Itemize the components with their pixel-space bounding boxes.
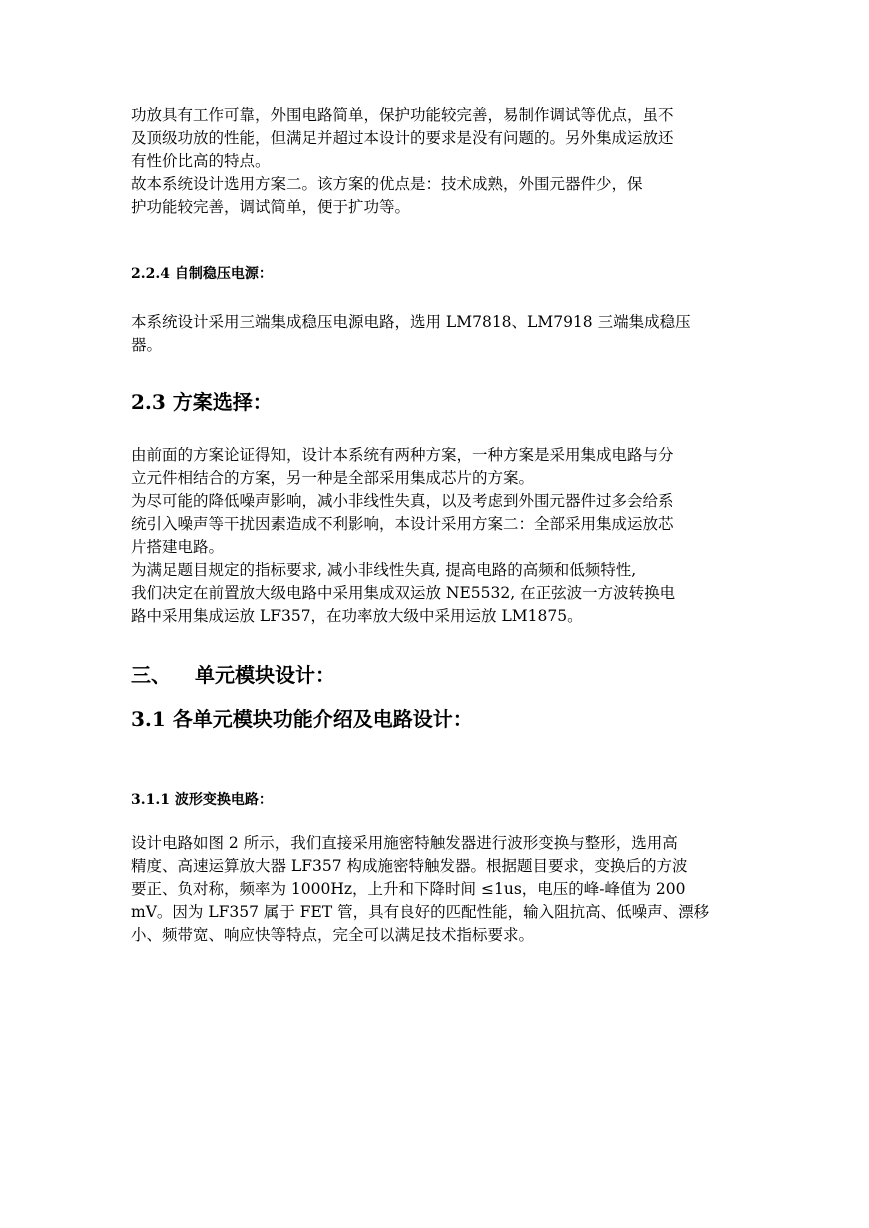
chapter-heading [131,661,742,689]
section-heading: 3.1.1 波形变换电路： [131,792,273,808]
section-2-3-body [131,444,742,628]
text-line: 器。 [131,336,163,354]
text-line: 路中采用集成运放 LF357，在功率放大级中采用运放 LM1875。 [131,607,583,625]
text-line: 设计电路如图 2 所示，我们直接采用施密特触发器进行波形变换与整形，选用高 [131,834,678,852]
section-3-1 [131,705,742,733]
chapter-title: 单元模块设计： [195,663,335,687]
section-heading: 2.2.4 自制稳压电源： [131,266,273,282]
text-line: 统引入噪声等干扰因素造成不利影响，本设计采用方案二：全部采用集成运放芯 [131,515,674,533]
section-heading: 2.3 方案选择： [131,390,273,414]
intro-paragraph [131,104,742,219]
text-line: 要正、负对称，频率为 1000Hz，上升和下降时间 ≤1us，电压的峰-峰值为 200 [131,880,686,898]
text-line: 及顶级功放的性能，但满足并超过本设计的要求是没有问题的。另外集成运放还 [131,129,674,147]
text-line: 故本系统设计选用方案二。该方案的优点是：技术成熟，外围元器件少，保 [131,175,643,193]
text-line: 功放具有工作可靠，外围电路简单，保护功能较完善，易制作调试等优点，虽不 [131,106,674,124]
section-3 [131,661,742,689]
text-line: 为尽可能的降低噪声影响，减小非线性失真，以及考虑到外围元器件过多会给系 [131,492,674,510]
text-line: 我们决定在前置放大级电路中采用集成双运放 NE5532, 在正弦波一方波转换电 [131,584,676,602]
section-2-2-4-body [131,311,742,357]
text-line: 立元件相结合的方案，另一种是全部采用集成芯片的方案。 [131,469,535,487]
section-3-1-1 [131,790,742,810]
section-3-1-1-body [131,832,742,947]
text-line: mV。因为 LF357 属于 FET 管，具有良好的匹配性能，输入阻抗高、低噪声、漂移 [131,903,710,921]
chapter-number: 三、 [131,663,171,687]
text-line: 有性价比高的特点。 [131,152,271,170]
section-heading: 3.1 各单元模块功能介绍及电路设计： [131,707,473,731]
text-line: 护功能较完善，调试简单，便于扩功等。 [131,198,411,216]
section-2-2-4 [131,264,742,284]
section-2-3 [131,388,742,416]
text-line: 由前面的方案论证得知，设计本系统有两种方案，一种方案是采用集成电路与分 [131,446,674,464]
text-line: 精度、高速运算放大器 LF357 构成施密特触发器。根据题目要求，变换后的方波 [131,857,688,875]
text-line: 为满足题目规定的指标要求, 减小非线性失真, 提高电路的高频和低频特性, [131,561,637,579]
text-line: 本系统设计采用三端集成稳压电源电路，选用 LM7818、LM7918 三端集成稳压 [131,313,691,331]
text-line: 片搭建电路。 [131,538,225,556]
text-line: 小、频带宽、响应快等特点，完全可以满足技术指标要求。 [131,926,535,944]
